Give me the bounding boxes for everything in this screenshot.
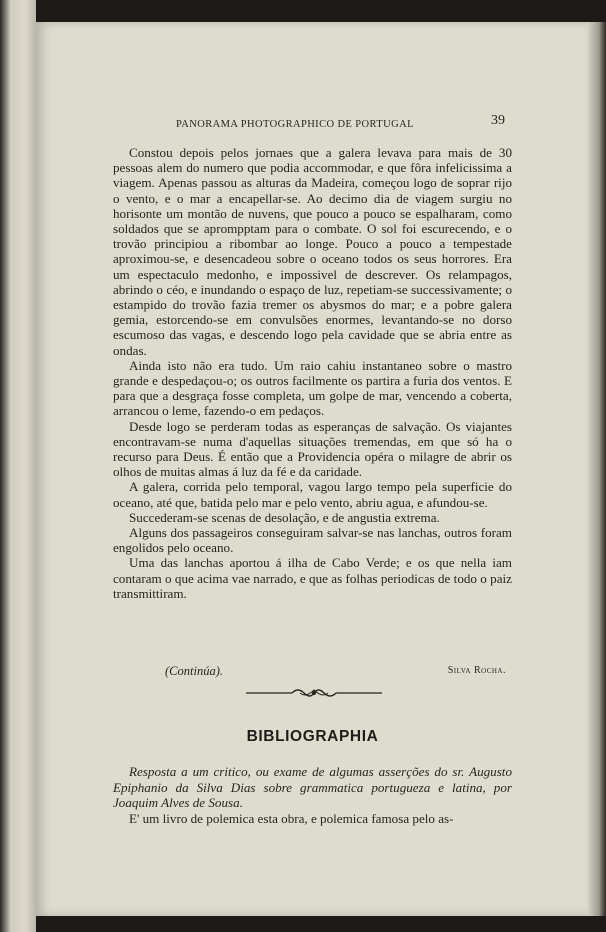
paragraph: Ainda isto não era tudo. Um raio cahiu instantaneo sobre o mastro grande e despedaçou-o; os outros facilmente os partira a furia dos ventos. E para que a desgraça fosse completa, um golpe de mar, vencendo a coberta, arrancou o leme, fazendo-o em pedaços.: [113, 357, 512, 419]
paragraph: Alguns dos passageiros conseguiram salvar-se nas lanchas, outros foram engolidos pelo oceano.: [113, 525, 512, 556]
article-body: [113, 145, 512, 601]
page-edge-shadow: [588, 22, 606, 916]
paragraph: E' um livro de polemica esta obra, e polemica famosa pelo as-: [129, 810, 454, 826]
bibliography-body: [113, 764, 512, 826]
adjacent-page-edge: [0, 0, 36, 932]
signature-row: [113, 664, 512, 680]
author-signature: Silva Rocha.: [447, 665, 506, 676]
paragraph: Desde logo se perderam todas as esperanças de salvação. Os viajantes encontravam-se numa d'aquellas situações tremendas, em que só ha o recurso para Deus. É então que a Providencia opéra o milagre de abrir os olhos de muitas almas á luz da fé e da caridade.: [113, 418, 512, 480]
ornamental-rule-icon: [244, 686, 384, 700]
book-page: [36, 22, 588, 916]
paragraph: Constou depois pelos jornaes que a galera levava para mais de 30 pessoas alem do numero que podia accommodar, e que fôra infelicissima a viagem. Apenas passou as alturas da Madeira, começou logo de soprar rijo o vento, e o mar a encapellar-se. Ao decimo dia de viagem surgiu no horisonte um montão de nuvens, que pouco a pouco se espalharam, como soldados que se aprompptam para o combate. O sol foi escurecendo, e o trovão principiou a ribombar ao longe. Pouco a pouco a tempestade aproximou-se, e desencadeou sobre o oceano todos os seus horrores. Era um espectaculo medonho, e impossivel de descrever. Os relampagos, abrindo o céo, e inundando o espaço de luz, repetiam-se successivamente; o estampido do trovão fazia tremer os abysmos do mar; e a pobre galera gemia, estorcendo-se em convulsões enormes, levantando-se no dorso escumoso das vagas, e descendo logo pela cavidade que se abria entre as ondas.: [113, 145, 512, 358]
running-title: PANORAMA PHOTOGRAPHICO DE PORTUGAL: [176, 119, 414, 130]
paragraph: Uma das lanchas aportou á ilha de Cabo Verde; e os que nella iam contaram o que acima vae narrado, e que as folhas periodicas de todo o paiz transmittiram.: [113, 555, 512, 601]
continued-note: (Continúa).: [165, 664, 223, 678]
book-title-citation: Resposta a um critico, ou exame de algumas asserções do sr. Augusto Epiphanio da Silva Dias sobre grammatica portugueza e latina, por Joaquim Alves de Sousa.: [113, 764, 512, 810]
section-heading: BIBLIOGRAPHIA: [246, 728, 379, 745]
paragraph: A galera, corrida pelo temporal, vagou largo tempo pela superficie do oceano, até que, batida pelo mar e pelo vento, abriu agua, e afundou-se.: [113, 479, 512, 510]
page-number: 39: [491, 113, 505, 128]
paragraph: Succederam-se scenas de desolação, e de angustia extrema.: [129, 509, 440, 525]
